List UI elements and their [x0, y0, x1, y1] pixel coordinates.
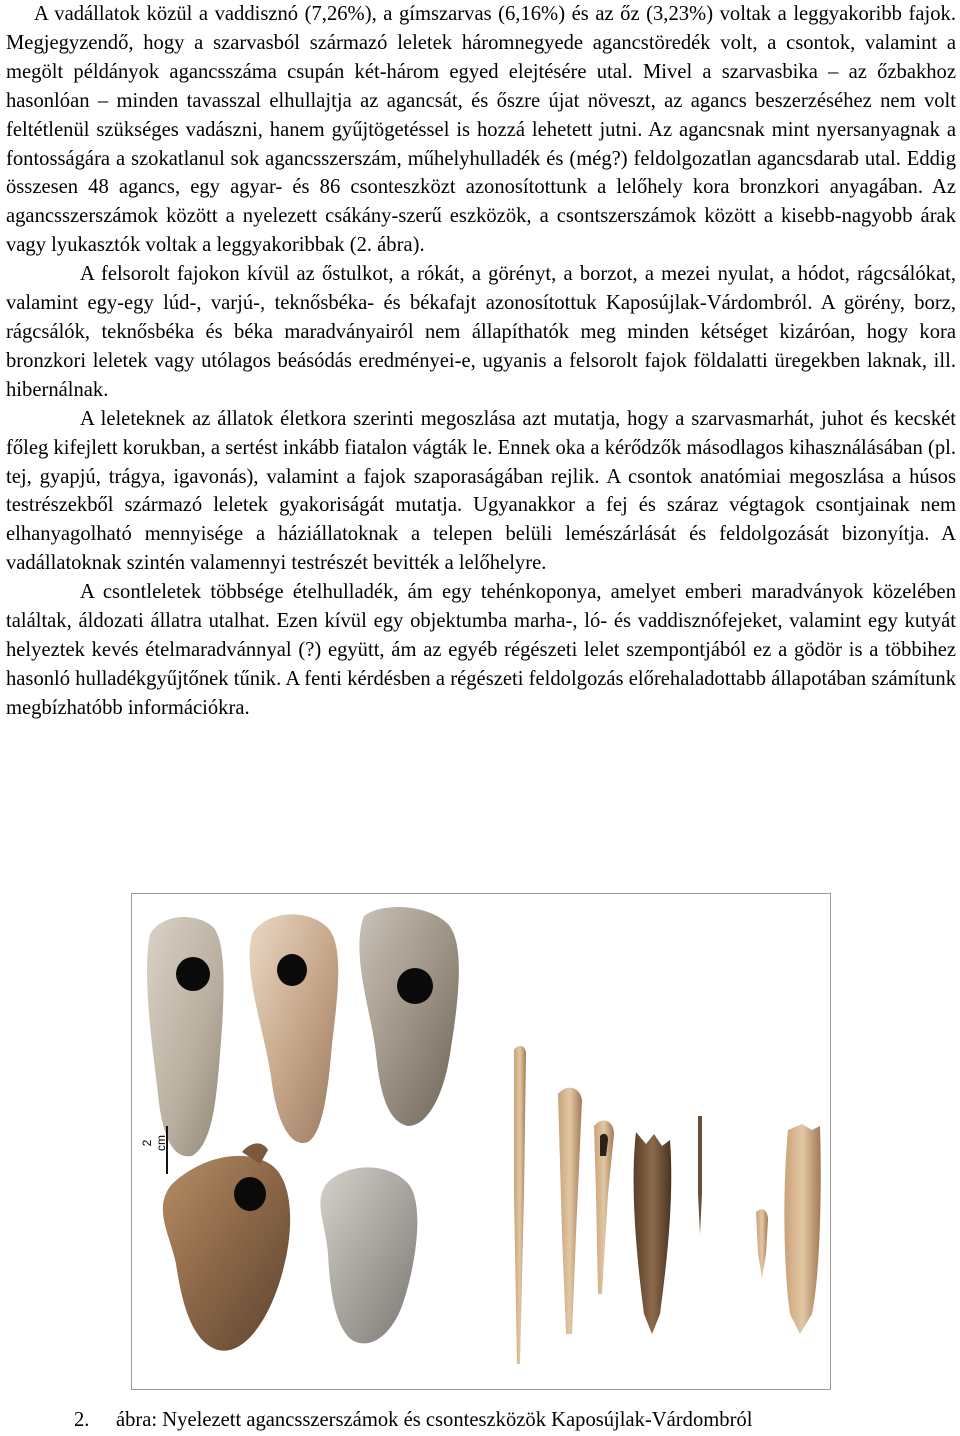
antler-tool-2 — [250, 914, 339, 1143]
document-page — [6, 0, 956, 723]
paragraph-1: A vadállatok közül a vaddisznó (7,26%), a gímszarvas (6,16%) és az őz (3,23%) voltak a leggyakoribb fajok. Megjegyzendő, hogy a szarvasból származó leletek háromnegyede agancstöredék volt, a csontok, valamint a megölt példányok agancsszáma csupán két-három egyed elejtésére utal. Mivel a szarvasbika – az őzbakhoz hasonlóan – minden tavasszal elhullajtja az agancsát, és őszre újat növeszt, az agancs beszerzéséhez nem volt feltétlenül szükséges vadászni, hanem gyűjtögetéssel is hozzá lehetett jutni. Az agancsnak mint nyersanyagnak a fontosságára a szokatlanul sok agancsszerszám, műhelyhulladék és (még?) feldolgozatlan agancsdarab utal. Eddig összesen 48 agancs, egy agyar- és 86 csonteszközt azonosítottunk a lelőhely kora bronzkori anyagában. Az agancsszerszámok között a nyelezett csákány-szerű eszközök, a csontszerszámok között a kisebb-nagyobb árak vagy lyukasztók voltak a leggyakoribbak (2. ábra). — [6, 3, 956, 257]
artifact-photo — [132, 894, 832, 1391]
paragraph-4: A csontleletek többsége ételhulladék, ám egy tehénkoponya, amelyet emberi maradványok közelében találtak, áldozati állatra utalhat. Ezen kívül egy objektumba marha-, ló- és vaddisznófejeket, valamint egy kutyát helyeztek kevés ételmaradvánnyal (?) együtt, ám az egyéb régészeti lelet szempontjából ez a gödör is a többihez hasonló hulladékgyűjtőnek tűnik. A fenti kérdésben a régészeti feldolgozás előrehaladottabb állapotában számítunk megbízhatóbb információkra. — [6, 581, 956, 719]
bone-awl-1 — [514, 1046, 526, 1364]
paragraph-2: A felsorolt fajokon kívül az őstulkot, a rókát, a görényt, a borzot, a mezei nyulat, a hódot, rágcsálókat, valamint egy-egy lúd-, varjú-, teknősbéka- és békafajt azonosítottuk Kaposújlak-Várdombról. A görény, borz, rágcsálók, teknősbéka és béka maradványairól nem állapíthatók meg minden kétséget kizáróan, hogy kora bronzkori leletek vagy utólagos beásódás eredményei-e, ugyanis a felsorolt fajok földalatti üregekben laknak, ill. hibernálnak. — [6, 263, 956, 401]
figure-caption — [74, 1406, 752, 1434]
scale-label: 2 cm — [140, 1135, 168, 1151]
caption-number: 2. — [74, 1409, 90, 1431]
caption-text: ábra: Nyelezett agancsszerszámok és csonteszközök Kaposújlak-Várdombról — [116, 1409, 753, 1431]
bone-awl-2 — [558, 1088, 582, 1334]
paragraph-3: A leleteknek az állatok életkora szerinti megoszlása azt mutatja, hogy a szarvasmarhát, juhot és kecskét főleg kifejlett korukban, a sertést inkább fiatalon vágták le. Ennek oka a kérődzők másodlagos kihasználásában (pl. tej, gyapjú, trágya, igavonás), valamint a fajok szaporaságában rejlik. A csontok anatómiai megoszlása a húsos testrészekből származó leletek gyakoriságát mutatja. Ugyanakkor a fej és száraz végtagok csontjainak nem elhanyagolható mennyisége a háziállatoknak a telepen belüli lemészárlását és feldolgozását bizonyítja. A vadállatoknak szintén valamennyi testrészét bevitték a lelőhelyre. — [6, 407, 956, 575]
bone-small-point — [756, 1209, 768, 1278]
antler-tool-1 — [147, 917, 224, 1156]
bone-awl-3 — [594, 1120, 614, 1294]
bone-tool-wide — [784, 1124, 820, 1334]
antler-tool-3 — [359, 907, 458, 1126]
bone-point-dark — [634, 1132, 672, 1334]
antler-tool-5 — [320, 1167, 417, 1343]
figure-photo-antler-bone-tools — [131, 893, 831, 1390]
bone-needle — [698, 1116, 702, 1234]
antler-tool-4 — [163, 1143, 290, 1350]
